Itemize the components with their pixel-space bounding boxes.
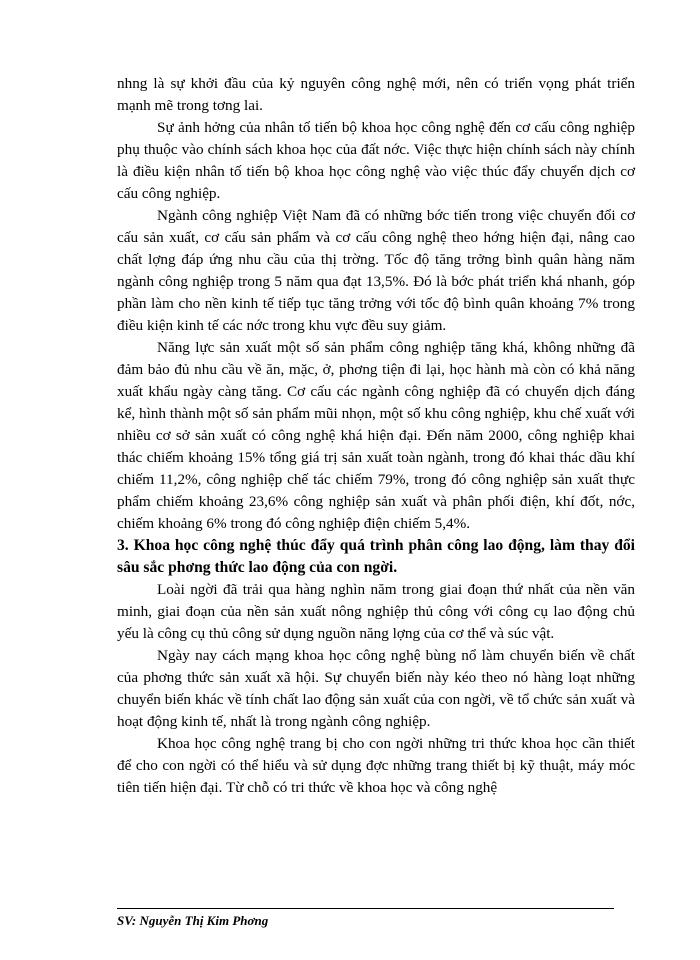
paragraph-4: Năng lực sản xuất một số sản phẩm công nghiệp tăng khá, không những đã đảm bảo đủ nhu cầu về ăn, mặc, ở, phơng tiện đi lại, học hành mà còn có khả năng xuất khẩu ngày càng tăng. Cơ cấu các ngành công nghiệp đã có chuyển dịch đáng kể, hình thành một số sản phẩm mũi nhọn, một số khu công nghiệp, khu chế xuất với nhiều cơ sở sản xuất có công nghệ khá hiện đại. Đến năm 2000, công nghiệp khai thác chiếm khoảng 15% tổng giá trị sản xuất toàn ngành, trong đó khai thác dầu khí chiếm 11,2%, công nghiệp chế tác chiếm 79%, trong đó công nghiệp sản xuất thực phẩm chiếm khoảng 23,6% công nghiệp sản xuất và phân phối điện, khí đốt, nớc, chiếm khoảng 6% trong đó công nghiệp điện chiếm 5,4%.	[117, 339, 635, 532]
paragraph-7: Khoa học công nghệ trang bị cho con ngời những tri thức khoa học cần thiết để cho con ngời có thể hiểu và sử dụng đợc những trang thiết bị kỹ thuật, máy móc tiên tiến hiện đại. Từ chỗ có tri thức về khoa học và công nghệ	[117, 735, 635, 796]
document-body	[117, 73, 635, 799]
footer-author: SV: Nguyễn Thị Kim Phơng	[117, 913, 269, 928]
footer-divider	[117, 908, 614, 909]
paragraph-6: Ngày nay cách mạng khoa học công nghệ bùng nổ làm chuyển biến về chất của phơng thức sản xuất xã hội. Sự chuyển biến này kéo theo nó hàng loạt những chuyển biến khác về tính chất lao động sản xuất của con ngời, về tổ chức sản xuất và hoạt động kinh tế, nhất là trong ngành công nghiệp.	[117, 647, 635, 730]
paragraph-5: Loài ngời đã trải qua hàng nghìn năm trong giai đoạn thứ nhất của nền văn minh, giai đoạn của nền sản xuất nông nghiệp thủ công với công cụ lao động chủ yếu là công cụ thủ công sử dụng nguồn năng lợng của cơ thể và súc vật.	[117, 581, 635, 642]
paragraph-3: Ngành công nghiệp Việt Nam đã có những bớc tiến trong việc chuyển đổi cơ cấu sản xuất, cơ cấu sản phẩm và cơ cấu công nghệ theo hớng hiện đại, nâng cao chất lợng đáp ứng nhu cầu của thị trờng. Tốc độ tăng trởng bình quân hàng năm ngành công nghiệp trong 5 năm qua đạt 13,5%. Đó là bớc phát triển khá nhanh, góp phần làm cho nền kinh tế tiếp tục tăng trởng với tốc độ bình quân khoảng 7% trong điều kiện kinh tế các nớc trong khu vực đều suy giảm.	[117, 207, 635, 334]
section-heading: 3. Khoa học công nghệ thúc đẩy quá trình phân công lao động, làm thay đổi sâu sắc phơng thức lao động của con ngời.	[117, 537, 635, 576]
paragraph-2: Sự ảnh hởng của nhân tố tiến bộ khoa học công nghệ đến cơ cấu công nghiệp phụ thuộc vào chính sách khoa học của đất nớc. Việc thực hiện chính sách này chính là điều kiện nhân tố tiến bộ khoa học công nghệ vào việc thúc đẩy chuyển dịch cơ cấu công nghiệp.	[117, 119, 635, 202]
paragraph-1: nhng là sự khởi đầu của kỷ nguyên công nghệ mới, nên có triển vọng phát triển mạnh mẽ trong tơng lai.	[117, 75, 635, 114]
